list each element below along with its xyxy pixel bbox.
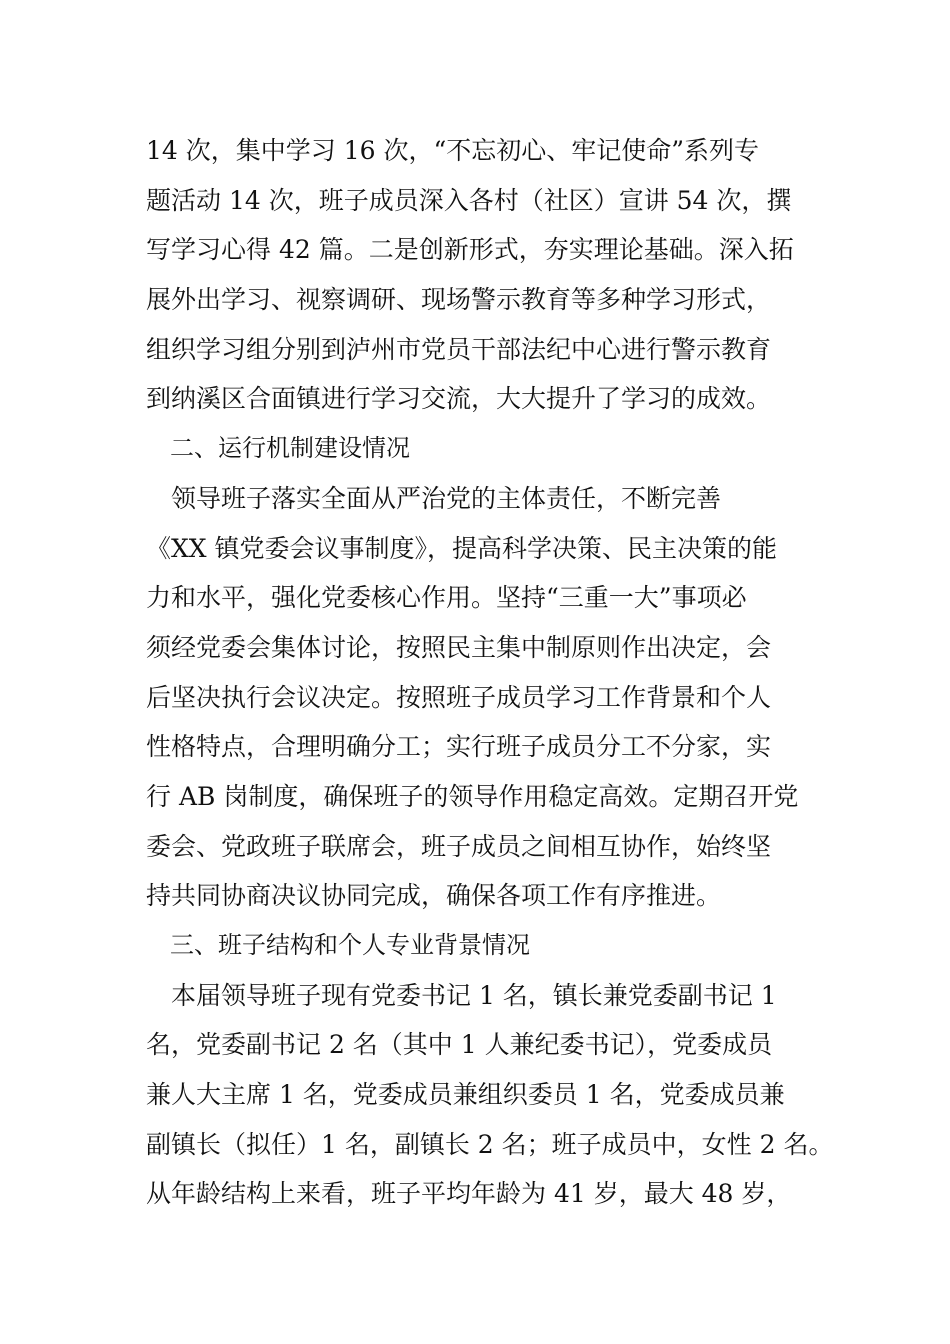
text-line: 力和水平，强化党委核心作用。坚持“三重一大”事项必: [146, 583, 747, 613]
text-line: 行 AB 岗制度，确保班子的领导作用稳定高效。定期召开党: [146, 781, 799, 811]
text-line: 写学习心得 42 篇。二是创新形式，夯实理论基础。深入拓: [146, 235, 794, 265]
body-text: [146, 126, 836, 1219]
text-line: 领导班子落实全面从严治党的主体责任，不断完善: [146, 483, 722, 513]
text-line: 后坚决执行会议决定。按照班子成员学习工作背景和个人: [146, 682, 772, 712]
text-line: 组织学习组分别到泸州市党员干部法纪中心进行警示教育: [146, 334, 772, 364]
text-line: 须经党委会集体讨论，按照民主集中制原则作出决定，会: [146, 632, 772, 662]
text-line: 副镇长（拟任）1 名，副镇长 2 名；班子成员中，女性 2 名。: [146, 1129, 834, 1159]
section-heading-3: 三、班子结构和个人专业背景情况: [146, 931, 530, 959]
text-line: 《XX 镇党委会议事制度》，提高科学决策、民主决策的能: [146, 533, 778, 563]
text-line: 题活动 14 次，班子成员深入各村（社区）宣讲 54 次，撰: [146, 185, 792, 215]
text-line: 兼人大主席 1 名，党委成员兼组织委员 1 名，党委成员兼: [146, 1080, 785, 1110]
text-line: 14 次，集中学习 16 次，“不忘初心、牢记使命”系列专: [146, 136, 760, 165]
text-line: 展外出学习、视察调研、现场警示教育等多种学习形式，: [146, 285, 772, 315]
section-heading-2: 二、运行机制建设情况: [146, 434, 410, 463]
text-line: 性格特点，合理明确分工；实行班子成员分工不分家，实: [146, 732, 772, 762]
text-line: 从年龄结构上来看，班子平均年龄为 41 岁，最大 48 岁，: [146, 1179, 792, 1209]
text-line: 委会、党政班子联席会，班子成员之间相互协作，始终坚: [146, 831, 772, 861]
text-line: 名，党委副书记 2 名（其中 1 人兼纪委书记），党委成员: [146, 1030, 773, 1060]
text-line: 到纳溪区合面镇进行学习交流，大大提升了学习的成效。: [146, 384, 772, 414]
text-line: 本届领导班子现有党委书记 1 名，镇长兼党委副书记 1: [146, 980, 777, 1010]
text-line: 持共同协商决议协同完成，确保各项工作有序推进。: [146, 881, 722, 911]
